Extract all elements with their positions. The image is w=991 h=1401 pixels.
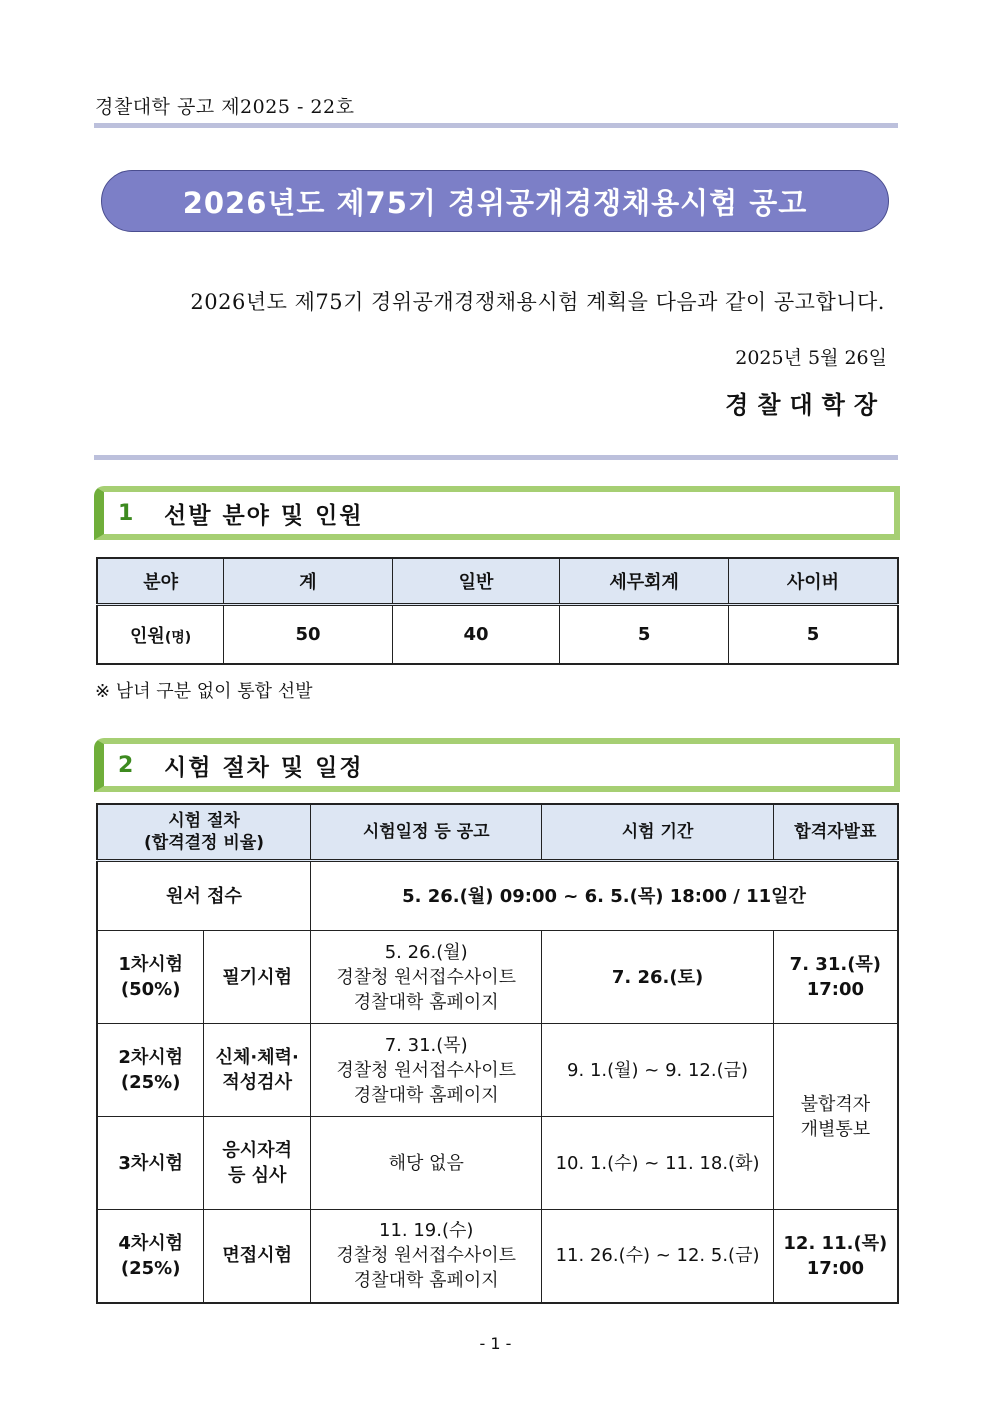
count-tax-accounting: 5 (560, 605, 729, 665)
selection-count-row (97, 605, 898, 665)
header-general: 일반 (392, 558, 560, 605)
stage-2-row (97, 1024, 898, 1117)
count-cyber: 5 (728, 605, 898, 665)
header-period: 시험 기간 (542, 804, 773, 861)
top-divider (94, 123, 898, 128)
stage-3-announce: 해당 없음 (311, 1117, 542, 1210)
stage-4-announce: 11. 19.(수) 경찰청 원서접수사이트 경찰대학 홈페이지 (311, 1210, 542, 1303)
header-tax-accounting: 세무회계 (560, 558, 729, 605)
selection-table (96, 557, 899, 665)
header-total: 계 (224, 558, 393, 605)
stage-1-period: 7. 26.(토) (542, 931, 773, 1024)
selection-header-row (97, 558, 898, 605)
individual-notice: 불합격자 개별통보 (773, 1024, 898, 1210)
count-total: 50 (224, 605, 393, 665)
stage-3-period: 10. 1.(수) ~ 11. 18.(화) (542, 1117, 773, 1210)
header-cyber: 사이버 (728, 558, 898, 605)
stage-4-period: 11. 26.(수) ~ 12. 5.(금) (542, 1210, 773, 1303)
stage-2-period: 9. 1.(월) ~ 9. 12.(금) (542, 1024, 773, 1117)
selection-note: ※ 남녀 구분 없이 통합 선발 (95, 681, 313, 702)
stage-1-row (97, 931, 898, 1024)
stage-2-label: 2차시험 (25%) (97, 1024, 204, 1117)
stage-4-result: 12. 11.(목) 17:00 (773, 1210, 898, 1303)
section-1-number: 1 (118, 500, 134, 526)
intro-text: 2026년도 제75기 경위공개경쟁채용시험 계획을 다음과 같이 공고합니다. (190, 290, 885, 314)
header-result: 합격자발표 (773, 804, 898, 861)
schedule-table (96, 803, 899, 1304)
section-2-title: 시험 절차 및 일정 (164, 754, 364, 781)
notice-number: 경찰대학 공고 제2025 - 22호 (95, 96, 355, 118)
stage-1-label: 1차시험 (50%) (97, 931, 204, 1024)
stage-4-type: 면접시험 (204, 1210, 311, 1303)
stage-4-row (97, 1210, 898, 1303)
stage-3-type: 응시자격 등 심사 (204, 1117, 311, 1210)
count-general: 40 (392, 605, 560, 665)
stage-1-type: 필기시험 (204, 931, 311, 1024)
section-2-heading (94, 738, 900, 792)
section-2-number: 2 (118, 752, 134, 778)
section-1-heading (94, 486, 900, 540)
page-number: - 1 - (479, 1334, 512, 1353)
application-row (97, 861, 898, 931)
schedule-header-row (97, 804, 898, 861)
stage-1-result: 7. 31.(목) 17:00 (773, 931, 898, 1024)
header-announce: 시험일정 등 공고 (311, 804, 542, 861)
announcement-date: 2025년 5월 26일 (735, 347, 887, 369)
title-banner (101, 170, 889, 232)
stage-3-label: 3차시험 (97, 1117, 204, 1210)
signer-name: 경찰대학장 (725, 390, 886, 419)
row-label-count: 인원(명) (97, 605, 224, 665)
section-1-title: 선발 분야 및 인원 (164, 502, 364, 529)
application-label: 원서 접수 (97, 861, 311, 931)
header-field: 분야 (97, 558, 224, 605)
stage-4-label: 4차시험 (25%) (97, 1210, 204, 1303)
stage-2-announce: 7. 31.(목) 경찰청 원서접수사이트 경찰대학 홈페이지 (311, 1024, 542, 1117)
stage-1-announce: 5. 26.(월) 경찰청 원서접수사이트 경찰대학 홈페이지 (311, 931, 542, 1024)
page-title: 2026년도 제75기 경위공개경쟁채용시험 공고 (182, 185, 808, 220)
stage-2-type: 신체·체력· 적성검사 (204, 1024, 311, 1117)
header-divider (94, 455, 898, 460)
application-period: 5. 26.(월) 09:00 ~ 6. 5.(목) 18:00 / 11일간 (311, 861, 898, 931)
header-procedure: 시험 절차 (합격결정 비율) (97, 804, 311, 861)
